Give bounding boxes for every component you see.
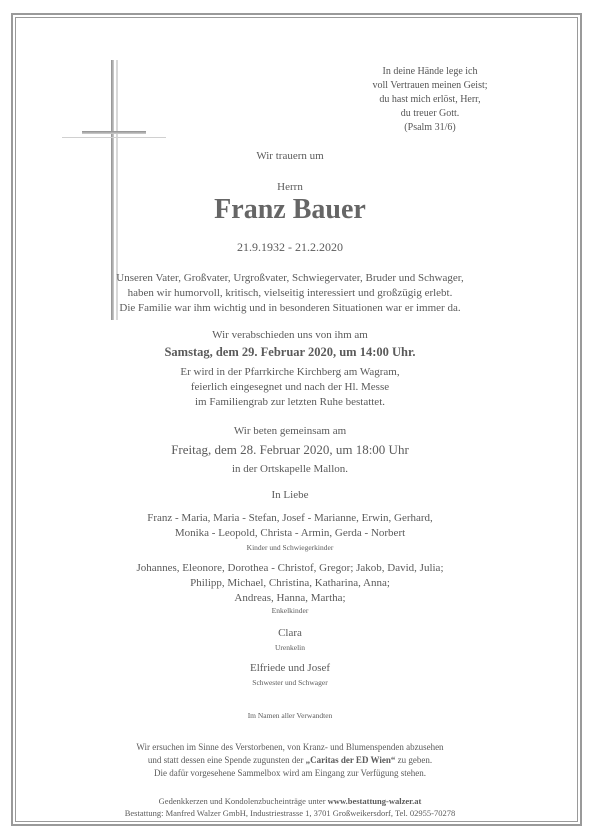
footer: [60, 795, 520, 819]
description-line: Die Familie war ihm wichtig und in besonderen Situationen war er immer da.: [119, 302, 461, 314]
children-line: Franz - Maria, Maria - Stefan, Josef - Marianne, Erwin, Gerhard,: [147, 512, 433, 524]
farewell-intro: Wir verabschieden uns von ihm am: [212, 329, 368, 341]
siblings-label: Schwester und Schwager: [252, 678, 328, 687]
farewell-detail-line: Er wird in der Pfarrkirche Kirchberg am Wagram,: [180, 366, 400, 378]
farewell-date: Samstag, dem 29. Februar 2020, um 14:00 Uhr.: [164, 345, 416, 359]
prayer-intro: Wir beten gemeinsam am: [233, 425, 347, 437]
donation-line: Die dafür vorgesehene Sammelbox wird am Eingang zur Verfügung stehen.: [153, 768, 427, 778]
deceased-name: Franz Bauer: [214, 194, 366, 225]
verse-line: In deine Hände lege ich: [382, 66, 478, 77]
website-link[interactable]: www.bestattung-walzer.at: [327, 796, 422, 806]
bible-verse: [330, 65, 530, 135]
farewell-details: [60, 365, 520, 410]
description-line: haben wir humorvoll, kritisch, vielseitig interessiert und großzügig erlebt.: [127, 287, 453, 299]
life-dates: 21.9.1932 - 21.2.2020: [237, 240, 343, 254]
verse-line: voll Vertrauen meinen Geist;: [372, 80, 488, 91]
farewell-detail-line: feierlich eingesegnet und nach der Hl. Messe: [190, 381, 390, 393]
farewell-detail-line: im Familiengrab zur letzten Ruhe bestattet.: [195, 396, 385, 408]
children-label: Kinder und Schwiegerkinder: [246, 543, 334, 552]
donation-text: und statt dessen eine Spende zugunsten der: [147, 755, 306, 765]
grandchildren-line: Andreas, Hanna, Martha;: [234, 592, 346, 604]
footer-line: [60, 795, 520, 807]
great-grandchild-name: Clara: [278, 627, 302, 639]
verse-line: du treuer Gott.: [400, 108, 460, 119]
funeral-home-info: Bestattung: Manfred Walzer GmbH, Industriestrasse 1, 3701 Großweikersdorf, Tel. 02955-70278: [124, 808, 456, 818]
donation-line: Wir ersuchen im Sinne des Verstorbenen, von Kranz- und Blumenspenden abzusehen: [136, 742, 444, 752]
relatives-note: Im Namen aller Verwandten: [247, 711, 333, 720]
children-line: Monika - Leopold, Christa - Armin, Gerda - Norbert: [174, 527, 406, 539]
honorific: Herrn: [277, 181, 303, 193]
donation-text: zu geben.: [395, 755, 433, 765]
grandchildren-block: [60, 561, 520, 606]
children-block: [60, 511, 520, 541]
siblings-name: Elfriede und Josef: [249, 662, 331, 674]
footer-text: Gedenkkerzen und Kondolenzbucheinträge unter: [158, 796, 328, 806]
grandchildren-line: Philipp, Michael, Christina, Katharina, Anna;: [190, 577, 390, 589]
intro-text: Wir trauern um: [256, 150, 324, 162]
charity-name: „Caritas der ED Wien“: [305, 755, 396, 765]
in-love: In Liebe: [271, 489, 309, 501]
verse-reference: (Psalm 31/6): [404, 122, 456, 133]
prayer-date: Freitag, dem 28. Februar 2020, um 18:00 Uhr: [171, 442, 409, 457]
verse-line: du hast mich erlöst, Herr,: [379, 94, 481, 105]
grandchildren-line: Johannes, Eleonore, Dorothea - Christof, Gregor; Jakob, David, Julia;: [136, 562, 444, 574]
description: [60, 271, 520, 316]
donation-line: [60, 754, 520, 767]
great-grandchild-label: Urenkelin: [275, 643, 305, 652]
description-line: Unseren Vater, Großvater, Urgroßvater, Schwiegervater, Bruder und Schwager,: [116, 272, 464, 284]
prayer-place: in der Ortskapelle Mallon.: [231, 463, 349, 475]
grandchildren-label: Enkelkinder: [271, 606, 309, 615]
donation-request: [60, 741, 520, 780]
